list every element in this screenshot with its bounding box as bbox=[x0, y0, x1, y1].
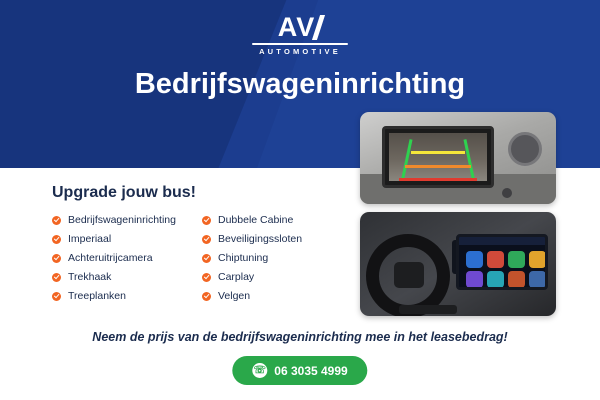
cta-label: 06 3035 4999 bbox=[274, 363, 348, 378]
steering-spoke-shape bbox=[399, 305, 457, 314]
guide-bar-orange bbox=[405, 165, 471, 168]
guide-bar-yellow bbox=[411, 151, 465, 154]
screen-status-bar bbox=[459, 237, 545, 245]
app-tile bbox=[508, 271, 525, 288]
logo-underline bbox=[252, 43, 348, 45]
logo-mark bbox=[278, 12, 323, 42]
lease-tagline: Neem de prijs van de bedrijfswageninrichting mee in het leasebedrag! bbox=[92, 330, 508, 344]
check-bullet-icon bbox=[52, 292, 61, 301]
list-item bbox=[202, 214, 342, 226]
check-bullet-icon bbox=[202, 254, 211, 263]
check-bullet-icon bbox=[202, 216, 211, 225]
check-bullet-icon bbox=[202, 292, 211, 301]
whatsapp-icon: ☏ bbox=[253, 365, 267, 376]
list-item-label: Treeplanken bbox=[68, 290, 126, 302]
guide-line-right bbox=[463, 139, 475, 181]
camera-feed bbox=[389, 133, 487, 181]
list-item-label: Achteruitrijcamera bbox=[68, 252, 153, 264]
logo-subtitle: AUTOMOTIVE bbox=[259, 47, 341, 56]
app-tile bbox=[466, 251, 483, 268]
subheadline: Upgrade jouw bus! bbox=[52, 184, 196, 201]
camera-screen bbox=[382, 126, 494, 188]
list-item bbox=[202, 252, 342, 264]
control-knob-shape bbox=[502, 188, 512, 198]
list-item-label: Dubbele Cabine bbox=[218, 214, 294, 226]
list-item-label: Imperiaal bbox=[68, 233, 112, 245]
whatsapp-call-button[interactable] bbox=[232, 356, 367, 385]
list-item-label: Carplay bbox=[218, 271, 255, 283]
list-item bbox=[52, 271, 202, 283]
list-item bbox=[52, 233, 202, 245]
list-item bbox=[52, 290, 202, 302]
page-title: Bedrijfswageninrichting bbox=[134, 68, 466, 100]
list-item bbox=[52, 214, 202, 226]
list-item bbox=[202, 233, 342, 245]
list-item-label: Velgen bbox=[218, 290, 251, 302]
features-column-right bbox=[202, 214, 342, 309]
list-item-label: Bedrijfswageninrichting bbox=[68, 214, 176, 226]
check-bullet-icon bbox=[52, 216, 61, 225]
steering-wheel-infotainment-photo bbox=[360, 212, 556, 316]
app-tile bbox=[529, 251, 546, 268]
check-bullet-icon bbox=[52, 235, 61, 244]
reverse-camera-display-photo bbox=[360, 112, 556, 204]
logo-brand-text: AV bbox=[277, 12, 316, 42]
steering-hub-shape bbox=[394, 262, 424, 288]
check-bullet-icon bbox=[202, 235, 211, 244]
features-section bbox=[52, 184, 352, 309]
check-bullet-icon bbox=[52, 273, 61, 282]
app-tile bbox=[487, 251, 504, 268]
list-item bbox=[202, 290, 342, 302]
guide-line-left bbox=[400, 139, 412, 181]
features-column-left bbox=[52, 214, 202, 309]
app-tile bbox=[466, 271, 483, 288]
list-item bbox=[202, 271, 342, 283]
app-tile bbox=[529, 271, 546, 288]
features-lists bbox=[52, 214, 352, 309]
list-item-label: Beveiligingssloten bbox=[218, 233, 303, 245]
check-bullet-icon bbox=[202, 273, 211, 282]
list-item bbox=[52, 252, 202, 264]
infotainment-screen bbox=[456, 234, 548, 290]
guide-bar-red bbox=[399, 178, 477, 181]
list-item-label: Chiptuning bbox=[218, 252, 269, 264]
brand-logo bbox=[0, 12, 600, 56]
air-vent-shape bbox=[508, 132, 542, 166]
app-tile bbox=[487, 271, 504, 288]
check-bullet-icon bbox=[52, 254, 61, 263]
app-tile bbox=[508, 251, 525, 268]
list-item-label: Trekhaak bbox=[68, 271, 112, 283]
